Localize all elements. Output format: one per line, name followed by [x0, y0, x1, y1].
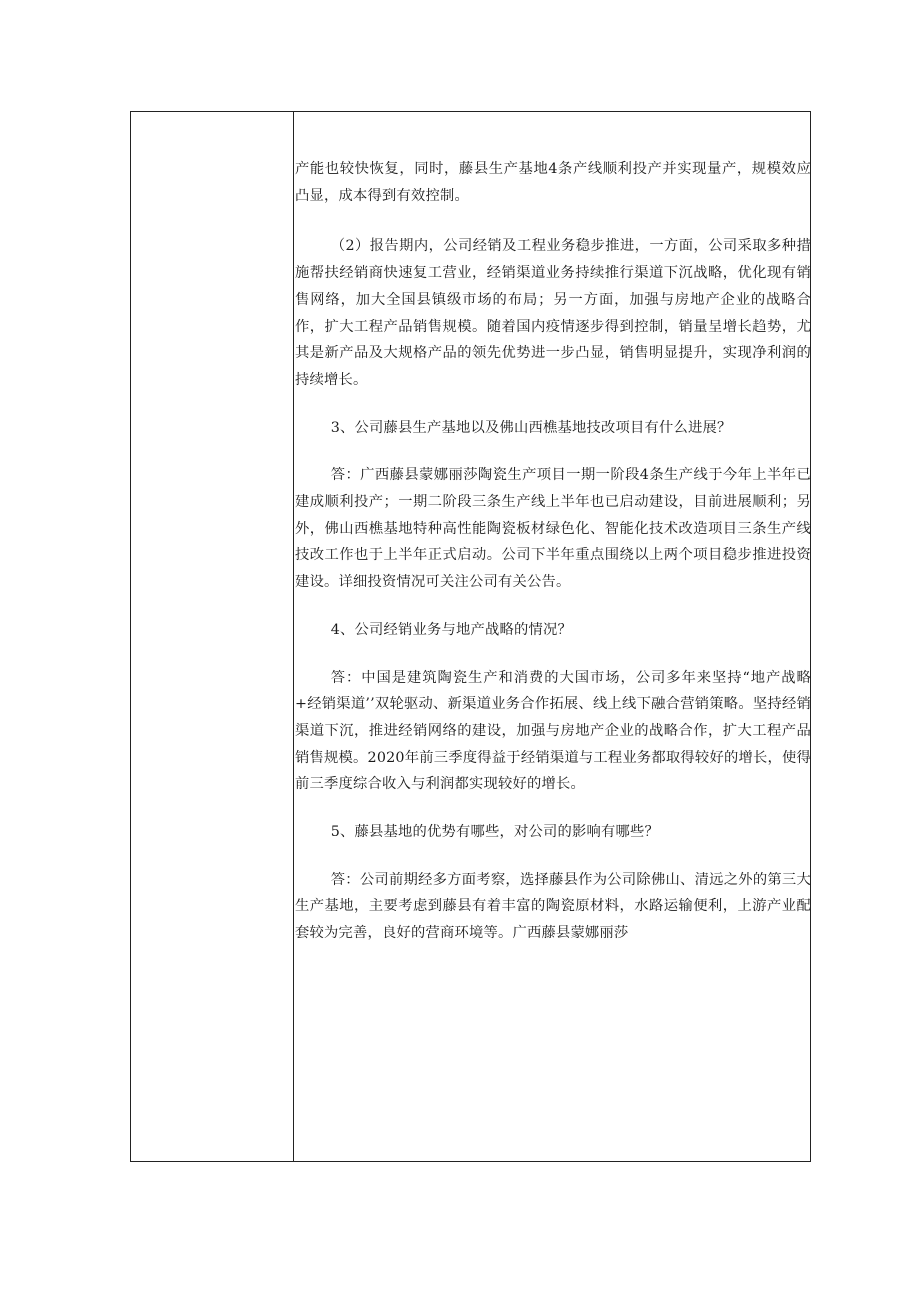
answer-4: 答：中国是建筑陶瓷生产和消费的大国市场，公司多年来坚持“地产战略+经销渠道’’双轮驱动、新渠道业务合作拓展、线上线下融合营销策略。坚持经销渠道下沉，推进经销网络的建设，加强与房地产企业的战略合作，扩大工程产品销售规模。2020年前三季度得益于经销渠道与工程业务都取得较好的增长，使得前三季度综合收入与利润都实现较好的增长。 [295, 669, 811, 793]
question-5: 5、藤县基地的优势有哪些，对公司的影响有哪些？ [330, 824, 659, 841]
paragraph-capacity-recovery: 产能也较快恢复，同时，藤县生产基地4条产线顺利投产并实现量产，规模效应凸显，成本得到有效控制。 [295, 161, 811, 204]
record-table [130, 111, 811, 1162]
table-content-column [294, 112, 810, 1161]
question-4: 4、公司经销业务与地产战略的情况？ [330, 621, 572, 638]
answer-5: 答：公司前期经多方面考察，选择藤县作为公司除佛山、清远之外的第三大生产基地，主要考虑到藤县有着丰富的陶瓷原材料，水路运输便利，上游产业配套较为完善，良好的营商环境等。广西藤县蒙娜丽莎 [295, 871, 811, 942]
answer-3: 答：广西藤县蒙娜丽莎陶瓷生产项目一期一阶段4条生产线于今年上半年已建成顺利投产；一期二阶段三条生产线上半年也已启动建设，目前进展顺利；另外，佛山西樵基地特种高性能陶瓷板材绿色化、智能化技术改造项目三条生产线技改工作也于上半年正式启动。公司下半年重点围绕以上两个项目稳步推进投资建设。详细投资情况可关注公司有关公告。 [295, 467, 811, 591]
table-label-column [131, 112, 294, 1161]
paragraph-distribution-engineering: （2）报告期内，公司经销及工程业务稳步推进，一方面，公司采取多种措施帮扶经销商快速复工营业，经销渠道业务持续推行渠道下沉战略，优化现有销售网络，加大全国县镇级市场的布局；另一方面，加强与房地产企业的战略合作，扩大工程产品销售规模。随着国内疫情逐步得到控制，销量呈增长趋势，尤其是新产品及大规格产品的领先优势进一步凸显，销售明显提升，实现净利润的持续增长。 [295, 238, 811, 388]
question-3: 3、公司藤县生产基地以及佛山西樵基地技改项目有什么进展？ [330, 419, 732, 436]
